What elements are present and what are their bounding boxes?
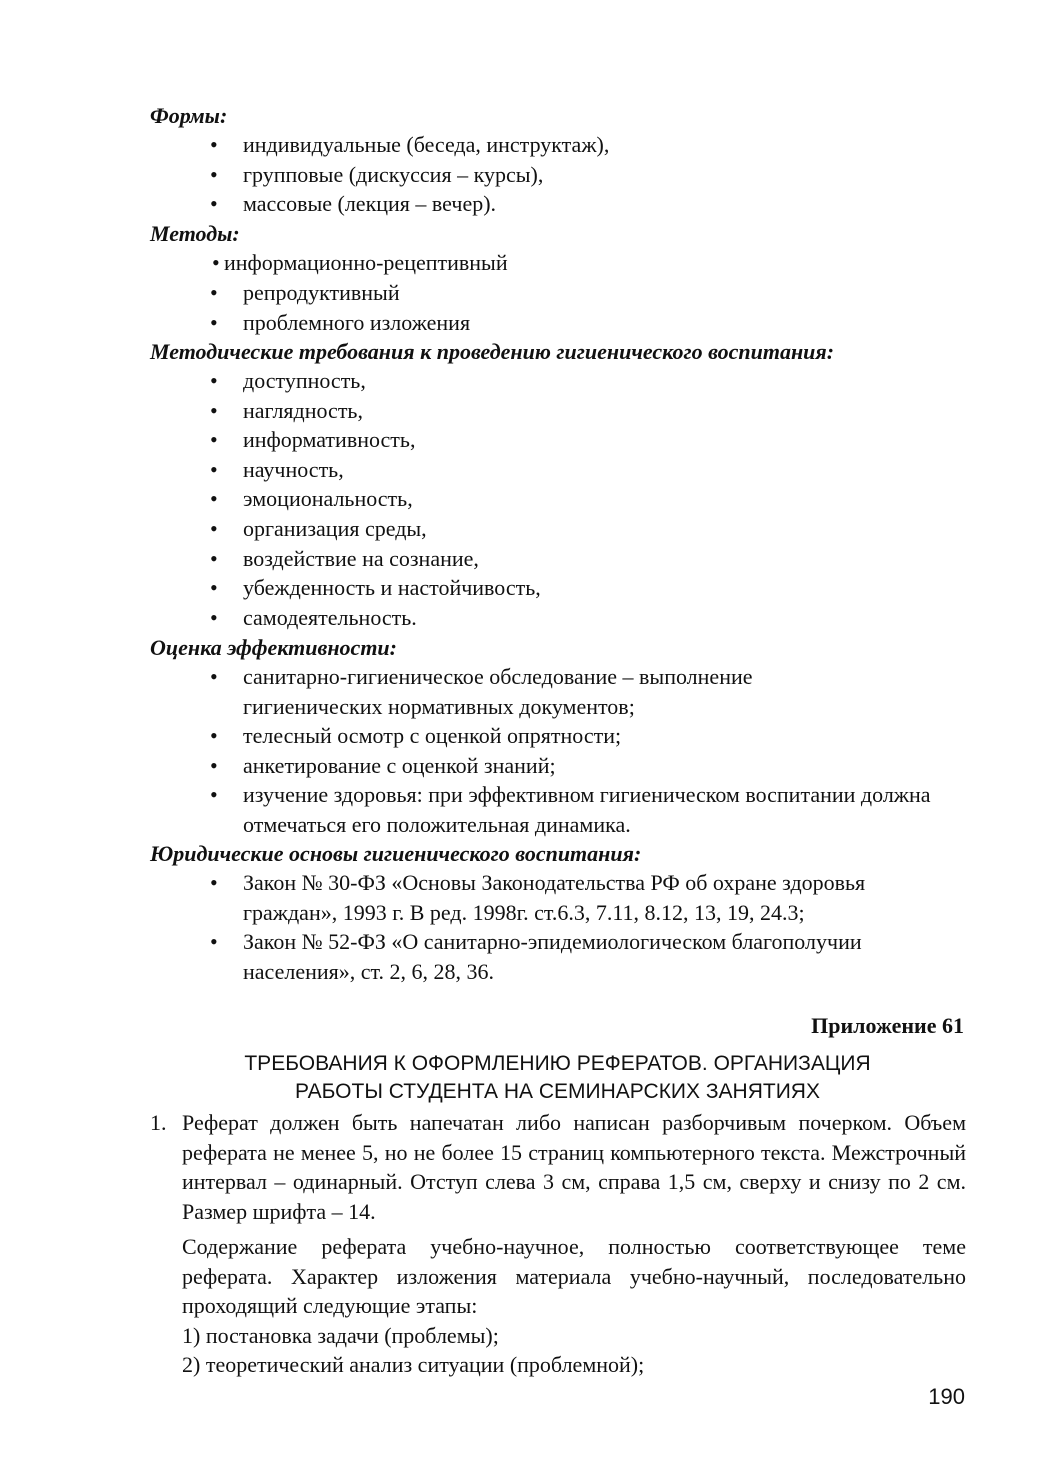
methods-heading: Методы:: [150, 221, 240, 246]
requirements-numbered-list: [150, 1108, 966, 1226]
list-item: • убежденность и настойчивость,: [210, 573, 541, 603]
list-item: • организация среды,: [210, 514, 541, 544]
content-paragraph: Содержание реферата учебно-научное, полностью соответствующее теме реферата. Характер изложения материала учебно-научный, последовательно проходящий следующие этапы:: [182, 1234, 966, 1319]
list-item: • эмоциональность,: [210, 484, 541, 514]
list-item: • научность,: [210, 455, 541, 485]
requirements-heading: Методические требования к проведению гигиенического воспитания:: [150, 339, 835, 364]
item-number: 1.: [150, 1110, 167, 1135]
list-item: • репродуктивный: [210, 278, 470, 308]
list-item: • наглядность,: [210, 396, 541, 426]
appendix-title-line: ТРЕБОВАНИЯ К ОФОРМЛЕНИЮ РЕФЕРАТОВ. ОРГАНИЗАЦИЯ: [244, 1052, 871, 1075]
appendix-label: Приложение 61: [811, 1013, 964, 1038]
forms-list: [210, 130, 609, 219]
legal-list: [210, 868, 950, 986]
list-item: • проблемного изложения: [210, 308, 470, 338]
item-text: Реферат должен быть напечатан либо написан разборчивым почерком. Объем реферата не менее 5, но не более 15 страниц компьютерного текста. Межстрочный интервал – одинарный. Отступ слева 3 см, справа 1,5 см, сверху и снизу по 2 см. Размер шрифта – 14.: [182, 1110, 966, 1224]
methods-list-first: [212, 248, 508, 278]
list-item: • анкетирование с оценкой знаний;: [210, 751, 850, 781]
evaluation-heading: Оценка эффективности:: [150, 635, 397, 660]
list-item: • изучение здоровья: при эффективном гигиеническом воспитании должна отмечаться его положительная динамика.: [210, 780, 943, 839]
list-item: • воздействие на сознание,: [210, 544, 541, 574]
numbered-item: [150, 1108, 966, 1226]
content-step: 1) постановка задачи (проблемы);: [182, 1322, 499, 1348]
content-block: [182, 1232, 966, 1380]
list-item: • информативность,: [210, 425, 541, 455]
list-item: • доступность,: [210, 366, 541, 396]
appendix-title-line: РАБОТЫ СТУДЕНТА НА СЕМИНАРСКИХ ЗАНЯТИЯХ: [295, 1080, 820, 1103]
list-item: • массовые (лекция – вечер).: [210, 189, 609, 219]
list-item: • Закон № 30-ФЗ «Основы Законодательства РФ об охране здоровья граждан», 1993 г. В ред. 1998г. ст.6.3, 7.11, 8.12, 13, 19, 24.3;: [210, 868, 950, 927]
appendix-title: [150, 1050, 965, 1106]
page-number: 190: [928, 1384, 965, 1409]
list-item: • информационно-рецептивный: [212, 248, 508, 278]
list-item: • самодеятельность.: [210, 603, 541, 633]
methods-list: [210, 278, 470, 337]
list-item: • индивидуальные (беседа, инструктаж),: [210, 130, 609, 160]
requirements-list: [210, 366, 541, 632]
list-item: • групповые (дискуссия – курсы),: [210, 160, 609, 190]
list-item: • санитарно-гигиеническое обследование – выполнение гигиенических нормативных документов;: [210, 662, 850, 721]
content-step: 2) теоретический анализ ситуации (проблемной);: [182, 1352, 645, 1378]
list-item: • Закон № 52-ФЗ «О санитарно-эпидемиологическом благополучии населения», ст. 2, 6, 28, 36.: [210, 927, 950, 986]
legal-heading: Юридические основы гигиенического воспитания:: [150, 841, 642, 866]
forms-heading: Формы:: [150, 103, 228, 128]
evaluation-list: [210, 662, 931, 840]
list-item: • телесный осмотр с оценкой опрятности;: [210, 721, 850, 751]
